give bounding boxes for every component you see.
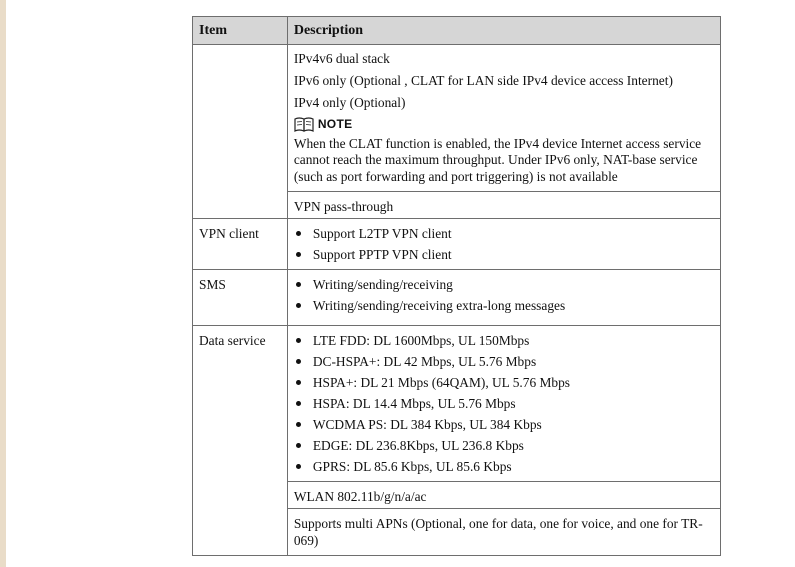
- description-cell-data-rates: [287, 325, 720, 481]
- page-margin-band: [0, 0, 6, 567]
- bullet-icon: [296, 231, 301, 236]
- list-item: HSPA+: DL 21 Mbps (64QAM), UL 5.76 Mbps: [294, 374, 714, 391]
- list-item: LTE FDD: DL 1600Mbps, UL 150Mbps: [294, 332, 714, 349]
- bullet-icon: [296, 443, 301, 448]
- description-cell-vpn-passthrough: VPN pass-through: [287, 191, 720, 218]
- ip-line-ipv4-only: IPv4 only (Optional): [293, 95, 406, 110]
- note-label: NOTE: [317, 117, 353, 131]
- table-header-row: [193, 17, 721, 45]
- description-cell-vpn-client: [287, 218, 720, 269]
- description-cell-wlan: WLAN 802.11b/g/n/a/ac: [287, 481, 720, 508]
- list-item: EDGE: DL 236.8Kbps, UL 236.8 Kbps: [294, 437, 714, 454]
- header-item: Item: [193, 17, 288, 45]
- item-cell-sms: SMS: [193, 269, 288, 325]
- item-cell-empty: [193, 45, 288, 219]
- bullet-icon: [296, 464, 301, 469]
- list-item: HSPA: DL 14.4 Mbps, UL 5.76 Mbps: [294, 395, 714, 412]
- note-text: When the CLAT function is enabled, the IPv4 device Internet access service cannot reach the maximum throughput. Under IPv6 only, NAT-base service (such as port forwarding and port triggering) is not available: [293, 136, 702, 184]
- bullet-icon: [296, 303, 301, 308]
- list-item: Support L2TP VPN client: [294, 225, 714, 242]
- bullet-icon: [296, 401, 301, 406]
- ip-line-ipv6-only: IPv6 only (Optional , CLAT for LAN side IPv4 device access Internet): [293, 73, 673, 88]
- description-cell-sms: [287, 269, 720, 325]
- header-description: Description: [287, 17, 720, 45]
- item-cell-vpn-client: VPN client: [193, 218, 288, 269]
- bullet-icon: [296, 338, 301, 343]
- list-item: Writing/sending/receiving: [294, 276, 714, 293]
- bullet-icon: [296, 252, 301, 257]
- note-header: [294, 115, 714, 134]
- list-item: DC-HSPA+: DL 42 Mbps, UL 5.76 Mbps: [294, 353, 714, 370]
- book-icon: [294, 117, 314, 132]
- bullet-icon: [296, 380, 301, 385]
- list-item: GPRS: DL 85.6 Kbps, UL 85.6 Kbps: [294, 458, 714, 475]
- bullet-icon: [296, 282, 301, 287]
- bullet-icon: [296, 359, 301, 364]
- table-row-data-service: [193, 325, 721, 481]
- list-item: Support PPTP VPN client: [294, 246, 714, 263]
- table-row-vpn-client: [193, 218, 721, 269]
- description-cell-apn: Supports multi APNs (Optional, one for data, one for voice, and one for TR-069): [287, 508, 720, 555]
- list-item: WCDMA PS: DL 384 Kbps, UL 384 Kbps: [294, 416, 714, 433]
- bullet-icon: [296, 422, 301, 427]
- spec-table: [192, 16, 721, 556]
- table-row-sms: [193, 269, 721, 325]
- ip-line-dual-stack: IPv4v6 dual stack: [293, 51, 390, 66]
- item-cell-data-service: Data service: [193, 325, 288, 555]
- list-item: Writing/sending/receiving extra-long messages: [294, 297, 714, 314]
- description-cell-ip-stack: [287, 45, 720, 192]
- table-row-ip-stack: [193, 45, 721, 192]
